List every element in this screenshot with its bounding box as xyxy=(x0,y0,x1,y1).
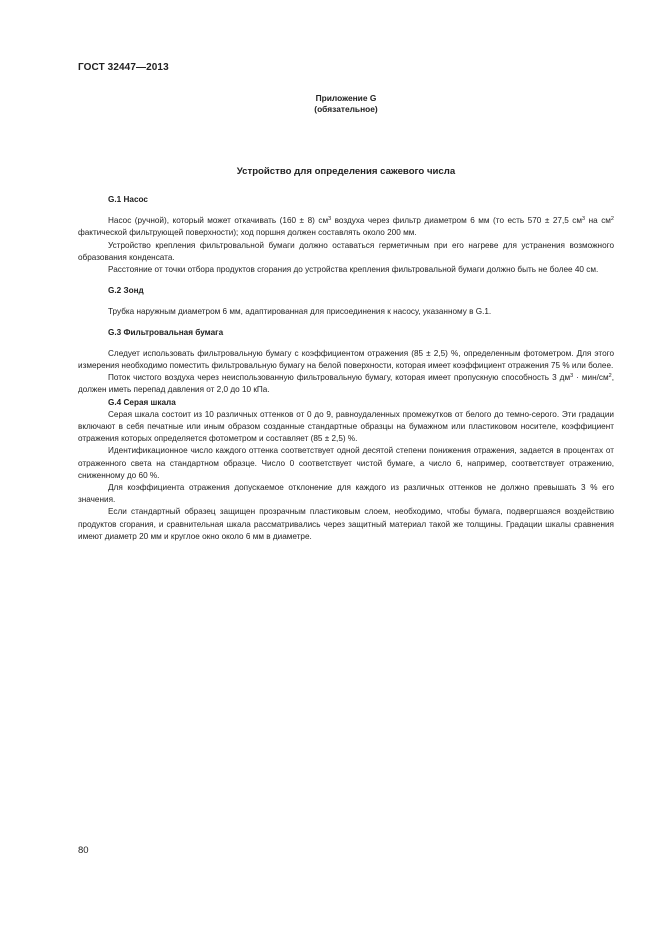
superscript: 3 xyxy=(582,216,586,223)
section-heading-g1: G.1 Насос xyxy=(108,195,148,204)
text-run: · мин/см xyxy=(573,373,609,383)
annex-subtitle: (обязательное) xyxy=(314,104,378,114)
text-run: на см xyxy=(585,216,611,226)
superscript: 3 xyxy=(570,373,574,380)
text-run: Насос (ручной), который может откачивать (160 ± 8) см xyxy=(108,216,329,226)
paragraph-g1-distance: Расстояние от точки отбора продуктов сгорания до устройства крепления фильтровальной бумаги должно быть не более 40 см. xyxy=(108,265,599,275)
paragraph-g3-airflow xyxy=(78,372,614,396)
superscript: 3 xyxy=(328,216,332,223)
section-heading-g3: G.3 Фильтровальная бумага xyxy=(108,327,224,337)
paragraph-g4-shade-number: Идентификационное число каждого оттенка соответствует одной десятой степени понижения отражения, задается в процентах от отраженного света на стандартном образце. Число 0 соответствует чистой бумаге, а число 6, например, соответствует отражению, сниженному до 60 %. xyxy=(78,446,614,480)
superscript: 2 xyxy=(610,216,614,223)
annex-title: Приложение G xyxy=(315,93,377,103)
section-heading-g4: G.4 Серая шкала xyxy=(108,397,176,407)
paragraph-g3-reflection: Следует использовать фильтровальную бумагу с коэффициентом отражения (85 ± 2,5) %, определенным фотометром. Для этого измерения необходимо поместить фильтровальную бумагу на белой поверхности, которая имеет коэффициент отражения 75 % или более. xyxy=(78,348,614,371)
document-title: Устройство для определения сажевого числа xyxy=(236,166,456,177)
superscript: 2 xyxy=(608,373,612,380)
paragraph-g1-pump xyxy=(78,215,614,239)
paragraph-g2-tube: Трубка наружным диаметром 6 мм, адаптированная для присоединения к насосу, указанному в G.1. xyxy=(108,307,492,317)
text-run: фактической фильтрующей поверхности); ход поршня должен составлять около 200 мм. xyxy=(78,228,417,238)
paragraph-g4-protective-layer: Если стандартный образец защищен прозрачным пластиковым слоем, необходимо, чтобы бумага, подвергшаяся воздействию продуктов сгорания, и сравнительная шкала рассматривались через защитный материал такой же толщины. Градации шкалы сравнения имеют диаметр 20 мм и круглое окно около 6 мм в диаметре. xyxy=(78,507,614,541)
document-standard-header: ГОСТ 32447—2013 xyxy=(78,62,169,73)
text-run: воздуха через фильтр диаметром 6 мм (то есть 570 ± 27,5 см xyxy=(331,216,583,226)
document-body xyxy=(78,194,614,543)
text-run: , должен иметь перепад давления от 2,0 до 10 кПа. xyxy=(78,373,614,395)
section-heading-g2: G.2 Зонд xyxy=(108,286,144,296)
page-number: 80 xyxy=(78,845,89,856)
paragraph-g4-tolerance: Для коэффициента отражения допускаемое отклонение для каждого из различных оттенков не должно превышать 3 % его значения. xyxy=(78,483,614,505)
paragraph-g4-scale: Серая шкала состоит из 10 различных оттенков от 0 до 9, равноудаленных промежутков от белого до темно-серого. Эти градации включают в себя печатные или иным образом созданные стандартные образцы на бумажном или пластиковом носителе, коэффициент отражения которых определяется фотометром и составляет (85 ± 2,5) %. xyxy=(78,409,614,444)
text-run: Поток чистого воздуха через неиспользованную фильтровальную бумагу, которая имеет пропускную способность 3 дм xyxy=(108,373,571,383)
paragraph-g1-holder: Устройство крепления фильтровальной бумаги должно оставаться герметичным при его нагреве для устранения возможного образования конденсата. xyxy=(78,240,614,262)
